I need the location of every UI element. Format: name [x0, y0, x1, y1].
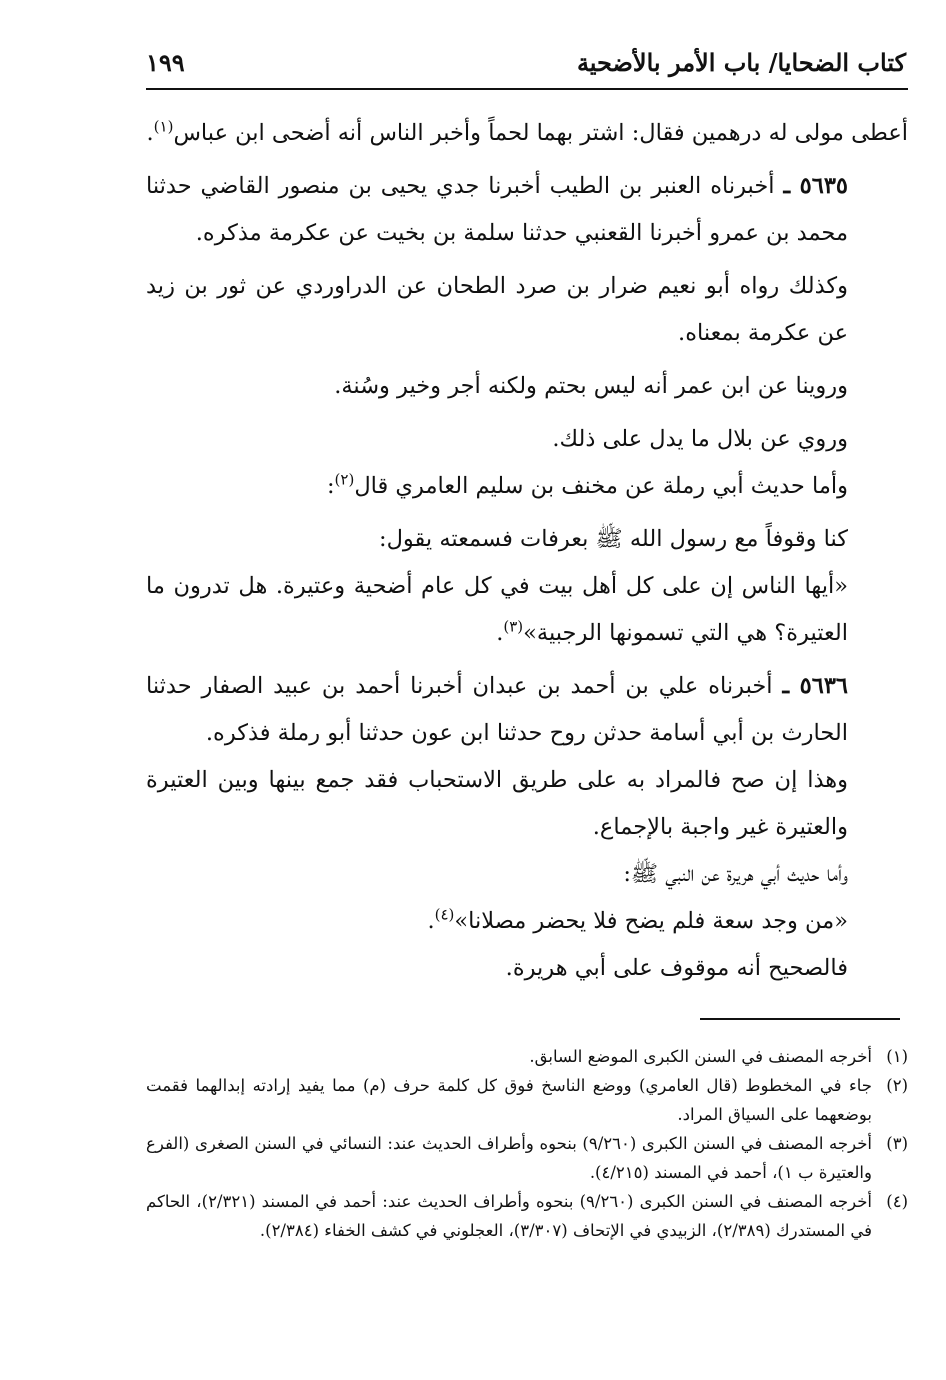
paragraph [146, 945, 908, 992]
footnote-text: أخرجه المصنف في السنن الكبرى (٩/٢٦٠) بنحوه وأطراف الحديث عند: النسائي في السنن الصغرى (الفرع والعتيرة ب ١)، أحمد في المسند (٤/٢١٥). [146, 1134, 872, 1182]
footnote-number: (٣) [886, 1134, 908, 1153]
paragraph [146, 110, 908, 157]
paragraph-end: : [326, 473, 335, 499]
footnote [146, 1042, 908, 1071]
paragraph [146, 363, 908, 410]
paragraph [146, 757, 908, 851]
paragraph [146, 263, 908, 357]
quoted-hadith [146, 898, 908, 945]
page-header [146, 42, 906, 86]
main-text [146, 110, 908, 992]
paragraph [146, 516, 908, 563]
footnote-number: (٤) [886, 1192, 908, 1211]
paragraph-text: كنا وقوفاً مع رسول الله ﷺ بعرفات فسمعته يقول: [378, 526, 848, 552]
paragraph-text: وهذا إن صح فالمراد به على طريق الاستحباب فقد جمع بينها وبين العتيرة والعتيرة غير واجبة بالإجماع. [146, 767, 848, 840]
footnote-number: (٢) [886, 1076, 908, 1095]
footnote-marker: (٢) [334, 470, 355, 489]
footnote-marker: (٣) [503, 617, 524, 636]
paragraph-text: وكذلك رواه أبو نعيم ضرار بن صرد الطحان عن الدراوردي عن ثور بن زيد عن عكرمة بمعناه. [146, 273, 848, 346]
paragraph-text: وروينا عن ابن عمر أنه ليس بحتم ولكنه أجر وخير وسُنة. [334, 373, 848, 399]
footnote-divider [700, 1018, 900, 1020]
quoted-hadith [146, 563, 908, 657]
footnote [146, 1187, 908, 1245]
footnote-marker: (١) [153, 117, 174, 136]
paragraph-text: وأما حديث أبي هريرة عن النبي ﷺ: [623, 861, 848, 887]
hadith-number: ٥٦٣٦ ـ [782, 673, 849, 699]
hadith-entry [146, 663, 908, 757]
paragraph-text: أخبرناه العنبر بن الطيب أخبرنا جدي يحيى بن منصور القاضي حدثنا محمد بن عمرو أخبرنا القعنبي حدثنا سلمة بن بخيت عن عكرمة مذكره. [146, 173, 848, 246]
running-title: كتاب الضحايا/ باب الأمر بالأضحية [576, 48, 906, 77]
paragraph [146, 416, 908, 463]
paragraph-text: أعطى مولى له درهمين فقال: اشتر بهما لحماً وأخبر الناس أنه أضحى ابن عباس [173, 120, 908, 146]
paragraph [146, 851, 908, 898]
paragraph [146, 463, 908, 510]
hadith-number: ٥٦٣٥ ـ [783, 173, 848, 199]
footnote [146, 1129, 908, 1187]
paragraph-end: . [427, 908, 435, 934]
footnote [146, 1071, 908, 1129]
paragraph-text: «من وجد سعة فلم يضح فلا يحضر مصلانا» [454, 908, 848, 934]
paragraph-text: أخبرناه علي بن أحمد بن عبدان أخبرنا أحمد بن عبيد الصفار حدثنا الحارث بن أبي أسامة حدثن روح حدثنا ابن عون حدثنا أبو رملة فذكره. [146, 673, 848, 746]
paragraph-text: وروي عن بلال ما يدل على ذلك. [552, 426, 848, 452]
paragraph-end: . [496, 620, 504, 646]
footnote-marker: (٤) [434, 905, 455, 924]
paragraph-text: «أيها الناس إن على كل أهل بيت في كل عام أضحية وعتيرة. هل تدرون ما العتيرة؟ هي التي تسمونها الرجبية» [146, 573, 848, 646]
paragraph-text: وأما حديث أبي رملة عن مخنف بن سليم العامري قال [354, 473, 848, 499]
paragraph-text: فالصحيح أنه موقوف على أبي هريرة. [505, 955, 848, 981]
footnote-text: أخرجه المصنف في السنن الكبرى (٩/٢٦٠) بنحوه وأطراف الحديث عند: أحمد في المسند (٢/٣٢١)، الحاكم في المستدرك (٢/٣٨٩)، الزبيدي في الإتحاف (٣/٣٠٧)، العجلوني في كشف الخفاء (٢/٣٨٤). [146, 1192, 872, 1240]
page-number: ١٩٩ [146, 48, 185, 77]
footnote-text: أخرجه المصنف في السنن الكبرى الموضع السابق. [529, 1047, 872, 1066]
header-divider [146, 88, 908, 90]
footnote-text: جاء في المخطوط (قال العامري) ووضع الناسخ فوق كل كلمة حرف (م) مما يفيد إرادته إبدالهما فقمت بوضعهما على السياق المراد. [146, 1076, 872, 1124]
hadith-entry [146, 163, 908, 257]
footnotes [146, 1042, 908, 1245]
paragraph-end: . [146, 120, 154, 146]
footnote-number: (١) [886, 1047, 908, 1066]
